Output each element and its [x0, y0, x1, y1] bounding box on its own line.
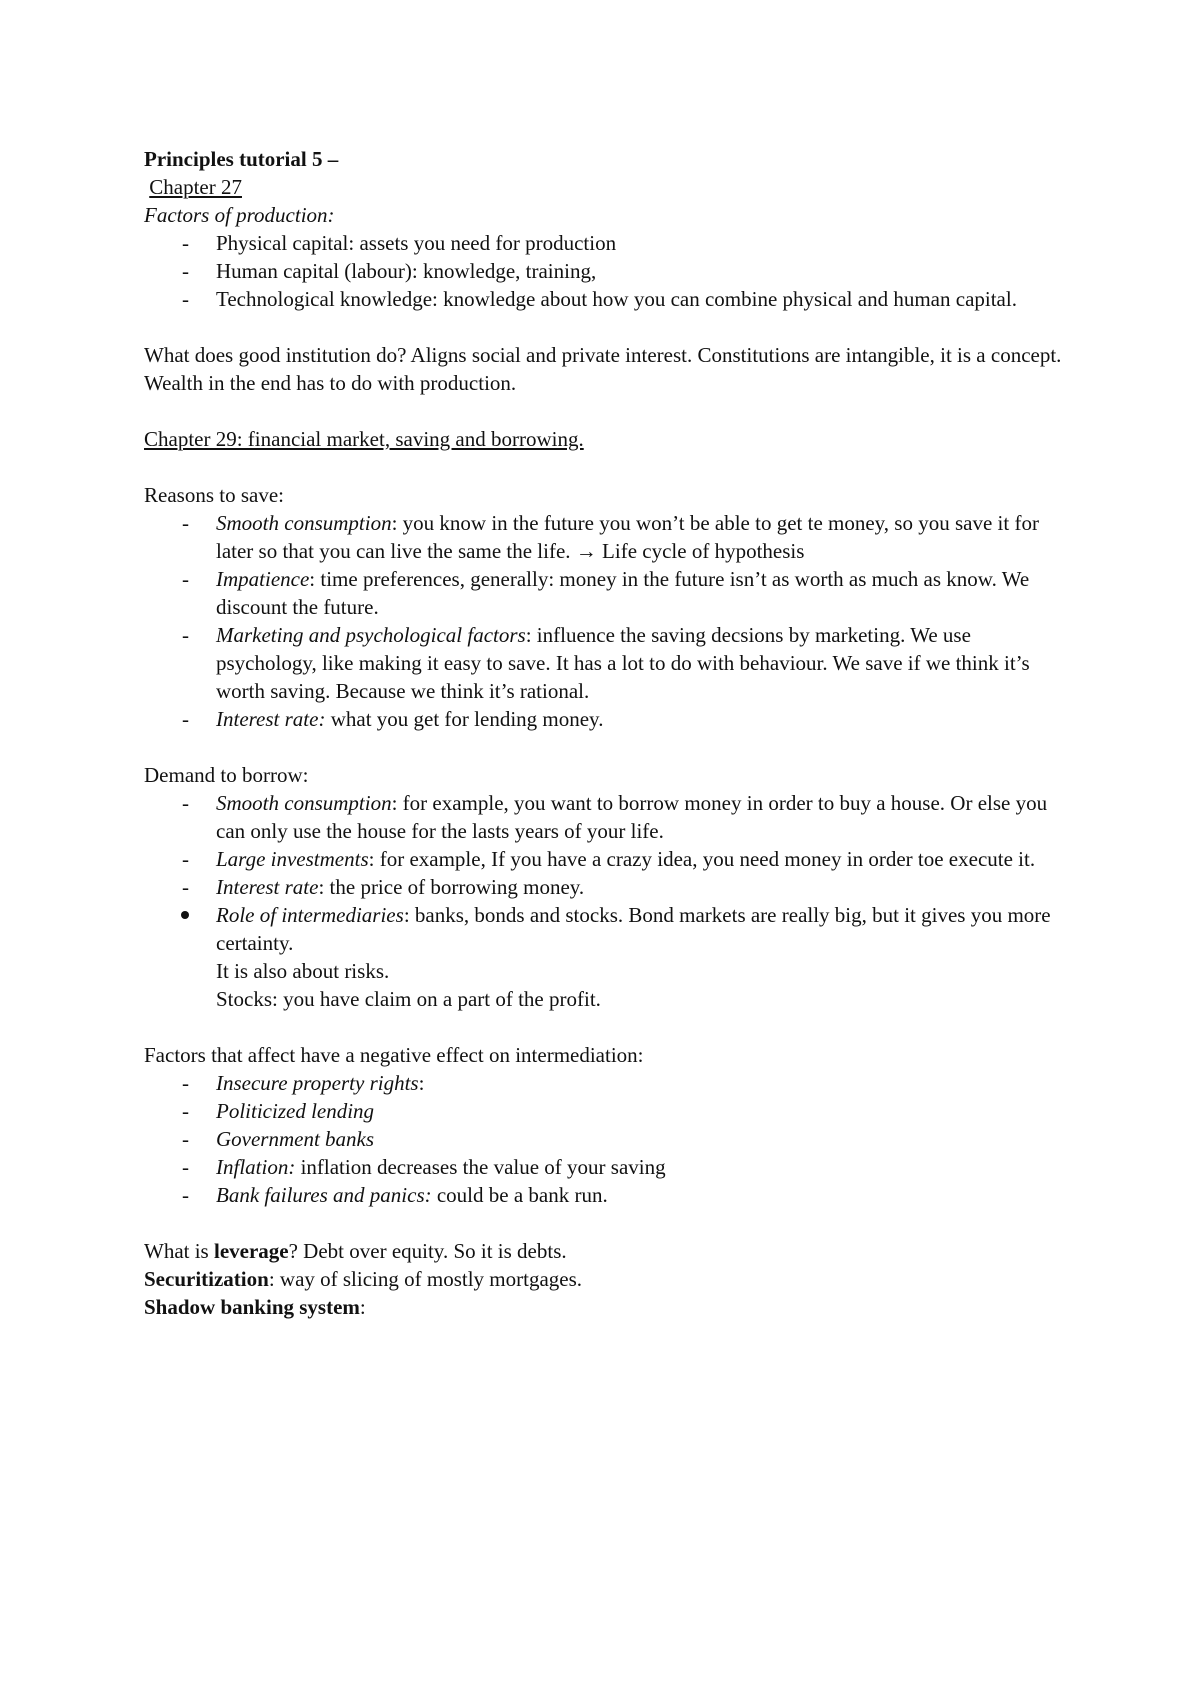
list-item: - Technological knowledge: knowledge about how you can combine physical and human capital.: [182, 287, 1017, 311]
bullet-icon: [181, 911, 189, 919]
document-page: [144, 145, 1064, 1321]
list-item: - Government banks: [182, 1127, 375, 1151]
borrow-heading: Demand to borrow:: [144, 763, 309, 787]
securitization-paragraph: Securitization: way of slicing of mostly mortgages.: [144, 1267, 583, 1291]
list-item: Role of intermediaries: banks, bonds and stocks. Bond markets are really big, but it gives you more certainty. It is also about risks. Stocks: you have claim on a part of the profit.: [144, 901, 1064, 1013]
chapter-29-heading: Chapter 29: financial market, saving and borrowing.: [144, 427, 584, 451]
shadow-banking-paragraph: Shadow banking system:: [144, 1295, 366, 1319]
list-item: - Interest rate: what you get for lending money.: [182, 707, 604, 731]
list-item: - Smooth consumption: you know in the future you won’t be able to get te money, so you save it for later so that you can live the same the life. → Life cycle of hypothesis: [182, 511, 1039, 563]
institution-paragraph: What does good institution do? Aligns social and private interest. Constitutions are intangible, it is a concept.: [144, 343, 1062, 367]
list-item: - Politicized lending: [182, 1099, 375, 1123]
list-item: - Marketing and psychological factors: influence the saving decsions by marketing. We use psychology, like making it easy to save. It has a lot to do with behaviour. We save if we think it’s worth saving. Because we think it’s rational.: [182, 623, 1030, 703]
list-item: - Physical capital: assets you need for production: [182, 231, 617, 255]
factors-list: [144, 229, 1064, 313]
list-item: - Interest rate: the price of borrowing money.: [182, 875, 585, 899]
save-list: [144, 509, 1064, 733]
borrow-list: [144, 789, 1064, 1013]
negative-heading: Factors that affect have a negative effect on intermediation:: [144, 1043, 644, 1067]
leverage-paragraph: What is leverage? Debt over equity. So it is debts.: [144, 1239, 567, 1263]
page-title: Principles tutorial 5 –: [144, 147, 339, 171]
negative-list: [144, 1069, 1064, 1209]
list-item: - Insecure property rights:: [182, 1071, 425, 1095]
arrow-right-icon: →: [575, 539, 597, 563]
list-item: - Bank failures and panics: could be a bank run.: [182, 1183, 608, 1207]
save-heading: Reasons to save:: [144, 483, 284, 507]
list-item: - Human capital (labour): knowledge, training,: [182, 259, 597, 283]
factors-heading: Factors of production:: [144, 203, 335, 227]
chapter-27-label: Chapter 27: [149, 175, 242, 199]
list-item: - Smooth consumption: for example, you want to borrow money in order to buy a house. Or else you can only use the house for the lasts years of your life.: [182, 791, 1048, 843]
wealth-paragraph: Wealth in the end has to do with production.: [144, 371, 517, 395]
list-item: - Large investments: for example, If you have a crazy idea, you need money in order toe execute it.: [182, 847, 1036, 871]
list-item: - Impatience: time preferences, generally: money in the future isn’t as worth as much as know. We discount the future.: [182, 567, 1030, 619]
chapter-27-heading: [144, 173, 1064, 201]
list-item: - Inflation: inflation decreases the value of your saving: [182, 1155, 666, 1179]
